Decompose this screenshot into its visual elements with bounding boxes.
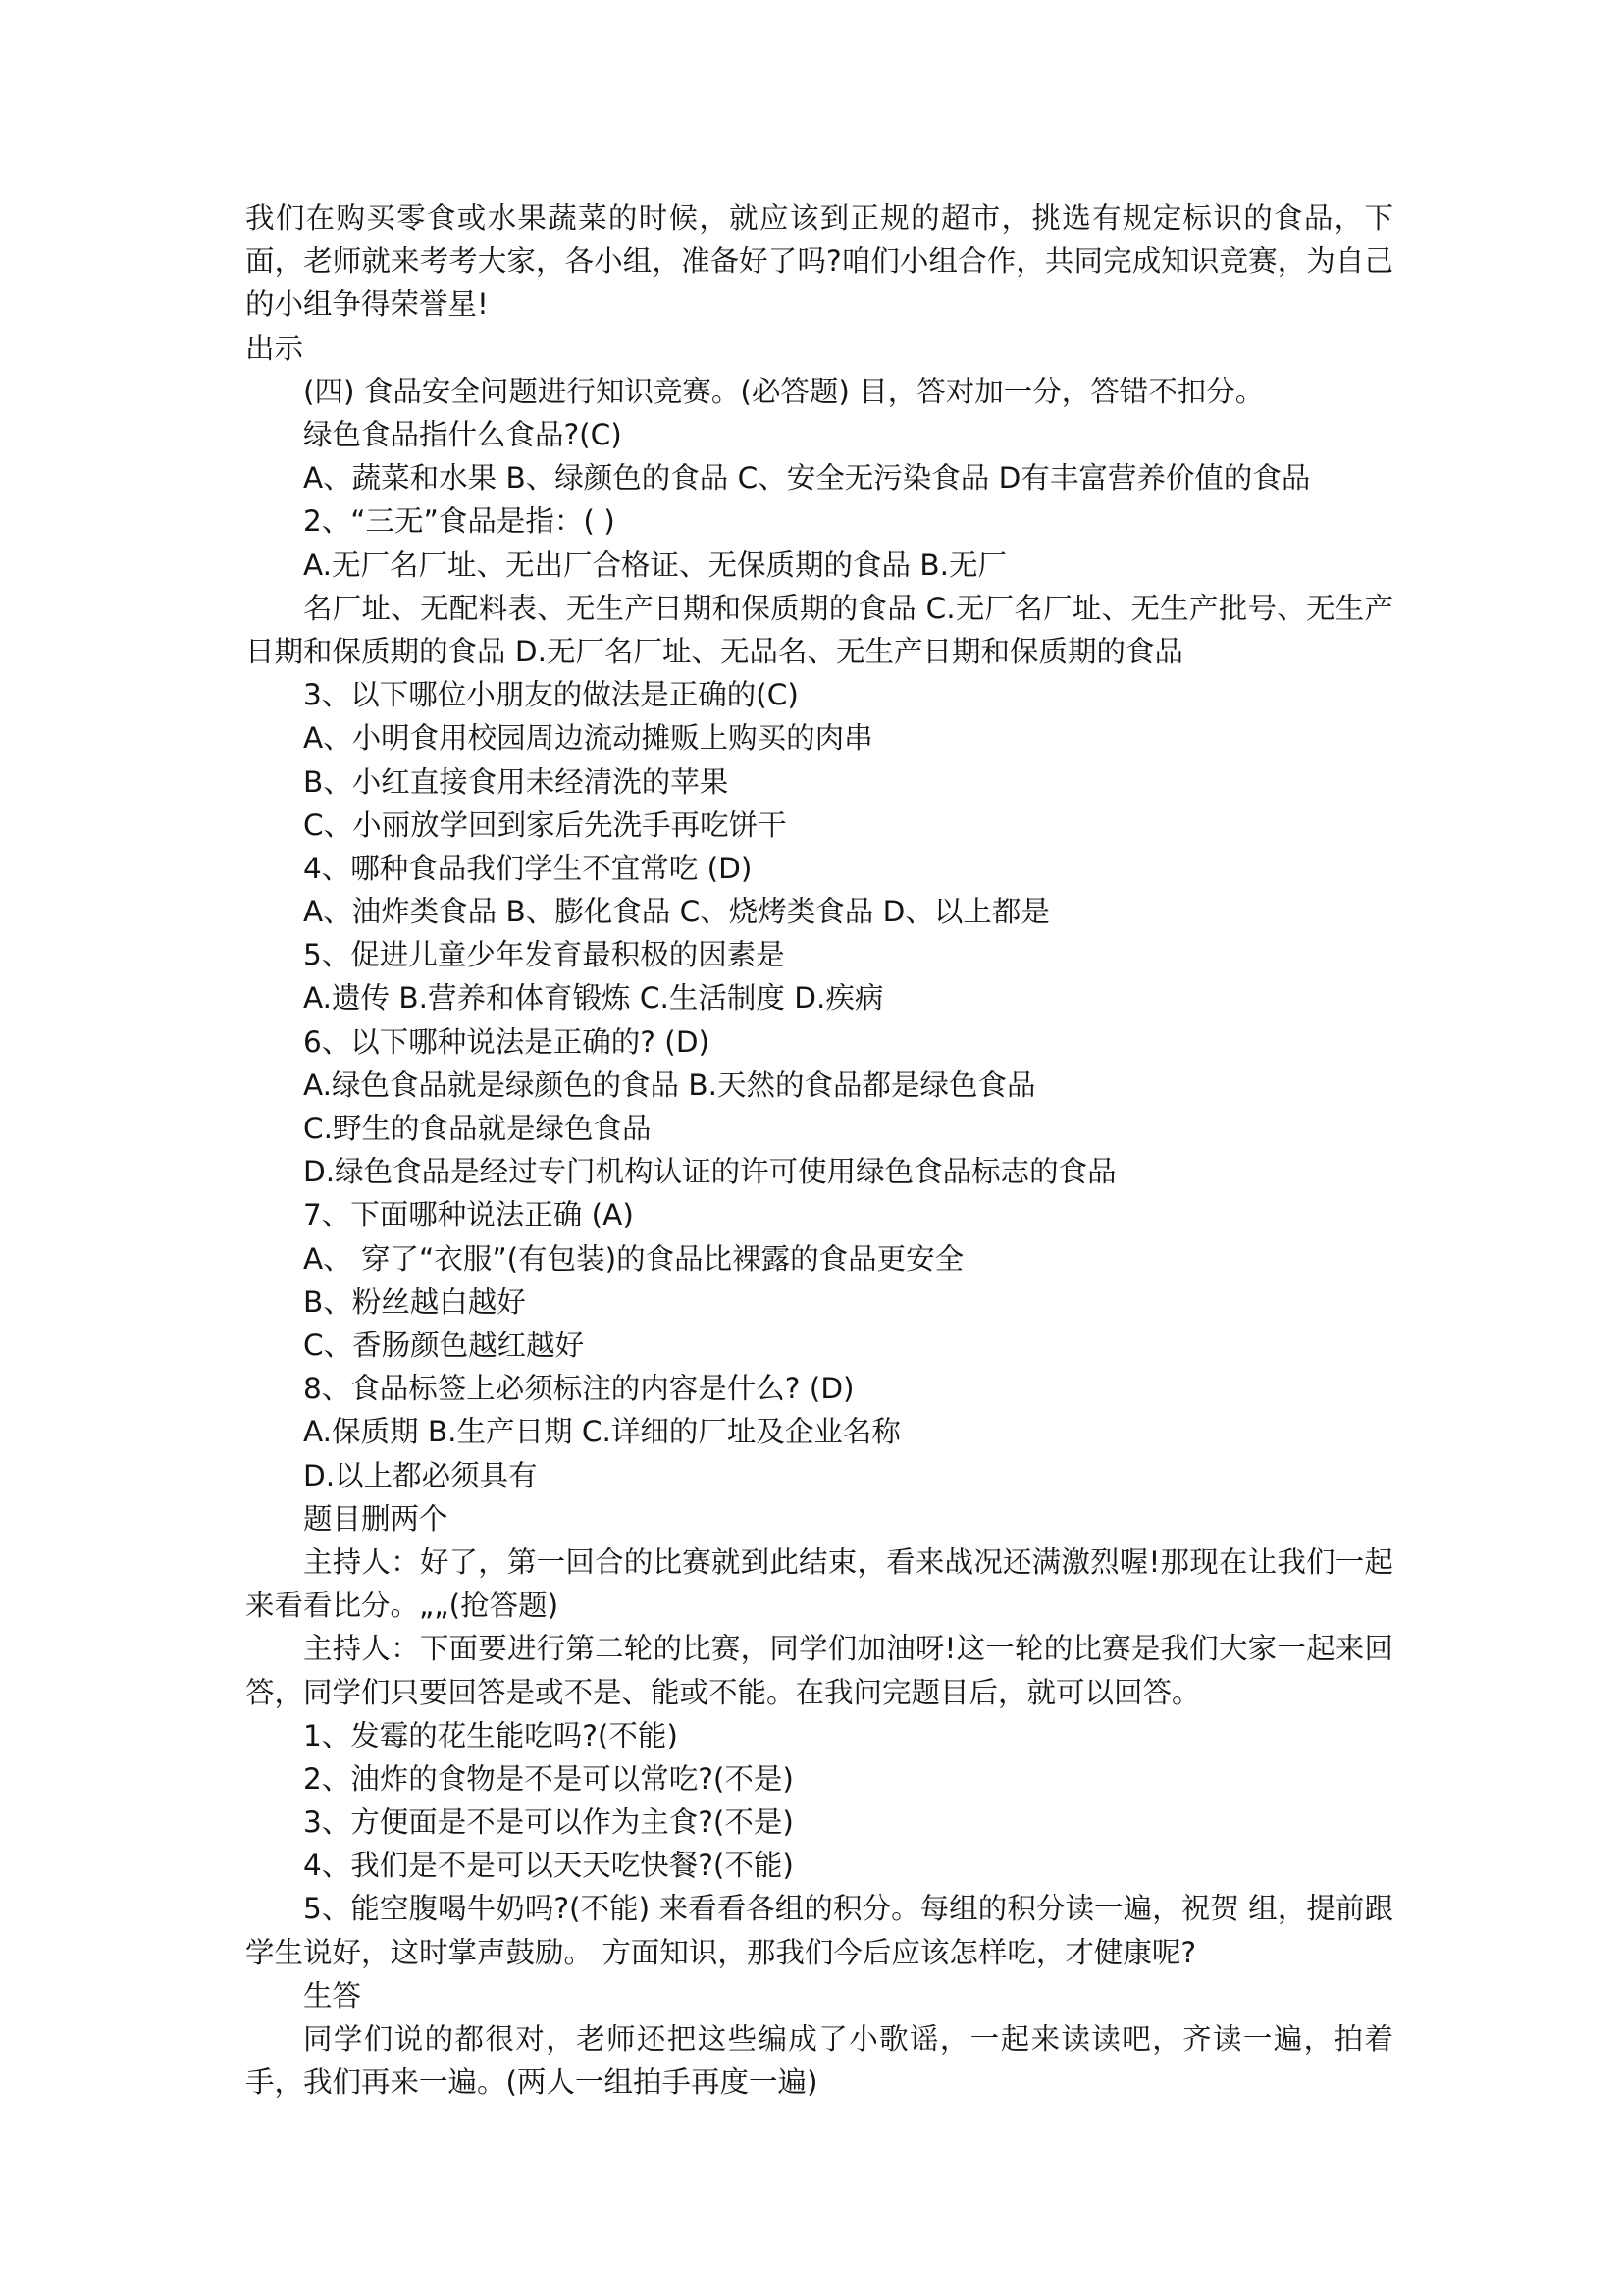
round2-question-4: 4、我们是不是可以天天吃快餐?(不能) (303, 1849, 794, 1883)
question-1-options: A、蔬菜和水果 B、绿颜色的食品 C、安全无污染食品 D有丰富营养价值的食品 (303, 461, 1311, 496)
host-paragraph-2: 主持人：下面要进行第二轮的比赛，同学们加油呀!这一轮的比赛是我们大家一起来回答，同学们只要回答是或不是、能或不能。在我问完题目后，就可以回答。 (245, 1632, 1393, 1709)
question-6: 6、以下哪种说法是正确的? (D) (303, 1024, 710, 1059)
question-7-option-c: C、香肠颜色越红越好 (303, 1328, 585, 1362)
student-answer: 生答 (303, 1978, 362, 2012)
round2-question-5: 5、能空腹喝牛奶吗?(不能) 来看看各组的积分。每组的积分读一遍，祝贺 组，提前跟学生说好，这时掌声鼓励。 方面知识，那我们今后应该怎样吃，才健康呢? (245, 1892, 1393, 1969)
question-3-option-c: C、小丽放学回到家后先洗手再吃饼干 (303, 808, 787, 842)
question-3-option-a: A、小明食用校园周边流动摊贩上购买的肉串 (303, 721, 873, 756)
question-8-option-d: D.以上都必须具有 (303, 1458, 538, 1492)
round2-question-3: 3、方便面是不是可以作为主食?(不是) (303, 1805, 794, 1840)
question-6-options-ab: A.绿色食品就是绿颜色的食品 B.天然的食品都是绿色食品 (303, 1068, 1036, 1102)
round2-question-1: 1、发霉的花生能吃吗?(不能) (303, 1718, 678, 1752)
question-6-option-c: C.野生的食品就是绿色食品 (303, 1112, 652, 1146)
closing-paragraph: 同学们说的都很对，老师还把这些编成了小歌谣，一起来读读吧，齐读一遍，拍着手，我们再来一遍。(两人一组拍手再度一遍) (245, 2022, 1393, 2100)
question-2: 2、“三无”食品是指：( ) (303, 504, 615, 539)
question-8-options-abc: A.保质期 B.生产日期 C.详细的厂址及企业名称 (303, 1415, 901, 1449)
question-2-option-a: A.无厂名厂址、无出厂合格证、无保质期的食品 B.无厂 (303, 548, 1008, 582)
question-7: 7、下面哪种说法正确 (A) (303, 1198, 634, 1232)
question-5: 5、促进儿童少年发育最积极的因素是 (303, 938, 785, 972)
question-4: 4、哪种食品我们学生不宜常吃 (D) (303, 851, 753, 885)
question-1: 绿色食品指什么食品?(C) (303, 417, 622, 451)
question-4-options: A、油炸类食品 B、膨化食品 C、烧烤类食品 D、以上都是 (303, 895, 1050, 929)
round2-question-2: 2、油炸的食物是不是可以常吃?(不是) (303, 1761, 794, 1796)
question-7-option-a: A、 穿了“衣服”(有包装)的食品比裸露的食品更安全 (303, 1241, 965, 1276)
question-8: 8、食品标签上必须标注的内容是什么? (D) (303, 1372, 855, 1406)
intro-paragraph: 我们在购买零食或水果蔬菜的时候，就应该到正规的超市，挑选有规定标识的食品，下面，老师就来考考大家，各小组，准备好了吗?咱们小组合作，共同完成知识竞赛，为自己的小组争得荣誉星! (245, 201, 1393, 322)
question-3: 3、以下哪位小朋友的做法是正确的(C) (303, 678, 799, 712)
host-paragraph-1: 主持人：好了，第一回合的比赛就到此结束，看来战况还满激烈喔!那现在让我们一起来看看比分。„„(抢答题) (245, 1544, 1393, 1623)
question-6-option-d: D.绿色食品是经过专门机构认证的许可使用绿色食品标志的食品 (303, 1155, 1117, 1189)
document-page (245, 196, 1393, 2104)
delete-note: 题目删两个 (303, 1501, 448, 1536)
question-5-options: A.遗传 B.营养和体育锻炼 C.生活制度 D.疾病 (303, 981, 884, 1016)
question-7-option-b: B、粉丝越白越好 (303, 1284, 526, 1319)
question-2-options-rest: 名厂址、无配料表、无生产日期和保质期的食品 C.无厂名厂址、无生产批号、无生产日期和保质期的食品 D.无厂名厂址、无品名、无生产日期和保质期的食品 (245, 591, 1393, 668)
section-heading: (四) 食品安全问题进行知识竞赛。(必答题) 目，答对加一分，答错不扣分。 (303, 374, 1265, 408)
show-label: 出示 (245, 331, 304, 365)
question-3-option-b: B、小红直接食用未经清洗的苹果 (303, 764, 729, 799)
